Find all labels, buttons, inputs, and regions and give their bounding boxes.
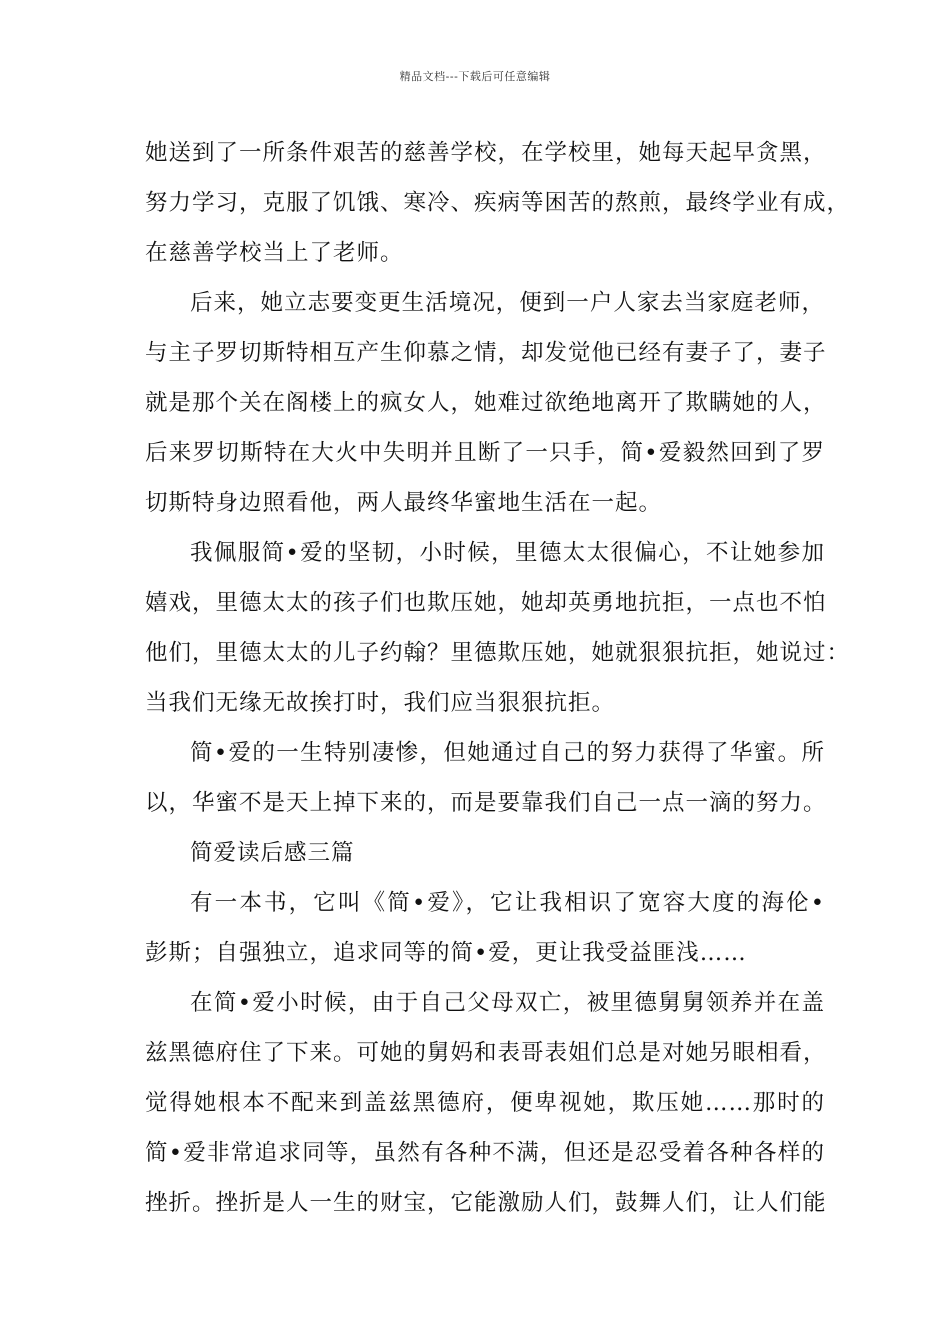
text-line: 后来罗切斯特在大火中失明并且断了一只手，简•爱毅然回到了罗: [145, 440, 825, 466]
document-body: [145, 128, 851, 1228]
text-line: 兹黑德府住了下来。可她的舅妈和表哥表姐们总是对她另眼相看，: [145, 1040, 827, 1066]
text-line: 后来，她立志要变更生活境况，便到一户人家去当家庭老师，: [190, 290, 825, 316]
text-line: 在简•爱小时候，由于自己父母双亡，被里德舅舅领养并在盖: [190, 990, 825, 1016]
text-line: 在慈善学校当上了老师。: [145, 240, 404, 266]
text-line: 当我们无缘无故挨打时，我们应当狠狠抗拒。: [145, 690, 616, 716]
text-line: 切斯特身边照看他，两人最终华蜜地生活在一起。: [145, 490, 663, 516]
text-line: 嬉戏，里德太太的孩子们也欺压她，她却英勇地抗拒，一点也不怕: [145, 590, 827, 616]
text-line: 就是那个关在阁楼上的疯女人，她难过欲绝地离开了欺瞒她的人，: [145, 390, 827, 416]
text-line: 努力学习，克服了饥饿、寒冷、疾病等困苦的熬煎，最终学业有成，: [145, 190, 851, 216]
section-heading: 简爱读后感三篇: [190, 840, 355, 866]
page-header: 精品文档---下载后可任意编辑: [399, 70, 551, 83]
text-line: 彭斯；自强独立，追求同等的简•爱，更让我受益匪浅……: [145, 940, 747, 966]
text-line: 有一本书，它叫《简•爱》，它让我相识了宽容大度的海伦•: [190, 890, 825, 916]
text-line: 简•爱的一生特别凄惨，但她通过自己的努力获得了华蜜。所: [190, 740, 825, 766]
text-line: 他们，里德太太的儿子约翰？里德欺压她，她就狠狠抗拒，她说过：: [145, 640, 851, 666]
text-line: 觉得她根本不配来到盖兹黑德府，便卑视她，欺压她……那时的: [145, 1090, 825, 1116]
text-line: 我佩服简•爱的坚韧，小时候，里德太太很偏心，不让她参加: [190, 540, 825, 566]
text-line: 挫折。挫折是人一生的财宝，它能激励人们，鼓舞人们，让人们能: [145, 1190, 827, 1216]
text-line: 她送到了一所条件艰苦的慈善学校，在学校里，她每天起早贪黑，: [145, 140, 827, 166]
text-line: 以，华蜜不是天上掉下来的，而是要靠我们自己一点一滴的努力。: [145, 790, 827, 816]
text-line: 简•爱非常追求同等，虽然有各种不满，但还是忍受着各种各样的: [145, 1140, 825, 1166]
text-line: 与主子罗切斯特相互产生仰慕之情，却发觉他已经有妻子了，妻子: [145, 340, 827, 366]
